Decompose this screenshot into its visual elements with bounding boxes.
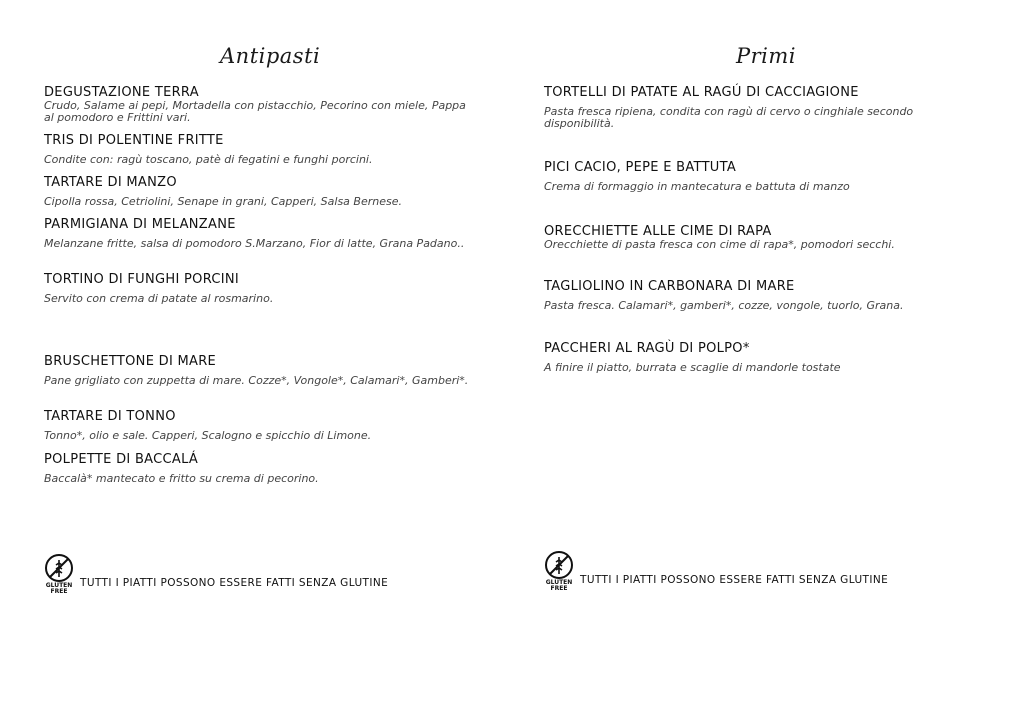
gluten-free-label-top: GLUTEN <box>45 582 73 589</box>
dish-name: TORTINO DI FUNGHI PORCINI <box>44 272 240 287</box>
dish-description: Melanzane fritte, salsa di pomodoro S.Marzano, Fior di latte, Grana Padano.. <box>44 237 465 250</box>
dish-name: TARTARE DI MANZO <box>44 175 177 190</box>
gluten-free-logo <box>544 550 574 592</box>
menu-item <box>544 224 974 251</box>
antipasti-title: Antipasti <box>220 44 321 68</box>
gluten-free-note <box>544 550 888 592</box>
primi-title: Primi <box>736 44 797 68</box>
dish-description: Servito con crema di patate al rosmarino. <box>44 292 274 305</box>
dish-description: Orecchiette di pasta fresca con cime di rapa*, pomodori secchi. <box>544 238 895 251</box>
dish-name: PACCHERI AL RAGÙ DI POLPO* <box>544 341 750 356</box>
menu-item <box>544 341 974 374</box>
dish-description: Pasta fresca. Calamari*, gamberi*, cozze, vongole, tuorlo, Grana. <box>544 299 904 312</box>
menu-item <box>44 217 474 250</box>
menu-item <box>544 160 974 193</box>
gluten-free-label-top: GLUTEN <box>545 579 573 586</box>
dish-description: Baccalà* mantecato e fritto su crema di pecorino. <box>44 472 319 485</box>
gluten-free-logo <box>44 553 74 595</box>
menu-item <box>44 133 474 166</box>
menu-item <box>44 85 474 124</box>
gluten-free-label-bottom: FREE <box>550 585 568 592</box>
dish-description: Pane grigliato con zuppetta di mare. Cozze*, Vongole*, Calamari*, Gamberi*. <box>44 374 469 387</box>
gluten-free-label-bottom: FREE <box>50 588 68 595</box>
menu-item <box>44 272 474 305</box>
dish-name: TRIS DI POLENTINE FRITTE <box>44 133 224 148</box>
menu-item <box>544 279 974 312</box>
menu-item <box>44 409 474 442</box>
dish-name: PARMIGIANA DI MELANZANE <box>44 217 236 232</box>
dish-description: Pasta fresca ripiena, condita con ragù di cervo o cinghiale secondo disponibilità. <box>544 105 914 130</box>
gluten-free-text: TUTTI I PIATTI POSSONO ESSERE FATTI SENZA GLUTINE <box>80 577 389 589</box>
dish-description: Condite con: ragù toscano, patè di fegatini e funghi porcini. <box>44 153 373 166</box>
menu-item <box>544 85 974 130</box>
dish-name: TORTELLI DI PATATE AL RAGÚ DI CACCIAGIONE <box>544 85 859 100</box>
dish-name: ORECCHIETTE ALLE CIME DI RAPA <box>544 224 772 239</box>
dish-name: PICI CACIO, PEPE E BATTUTA <box>544 160 737 175</box>
dish-name: BRUSCHETTONE DI MARE <box>44 354 217 369</box>
dish-description: Crema di formaggio in mantecatura e battuta di manzo <box>544 180 850 193</box>
gluten-free-icon <box>544 550 574 580</box>
dish-description: Tonno*, olio e sale. Capperi, Scalogno e spicchio di Limone. <box>44 429 372 442</box>
gluten-free-note <box>44 553 388 595</box>
dish-description: A finire il piatto, burrata e scaglie di mandorle tostate <box>544 361 841 374</box>
dish-name: TAGLIOLINO IN CARBONARA DI MARE <box>544 279 795 294</box>
dish-name: POLPETTE DI BACCALÁ <box>44 452 199 467</box>
gluten-free-icon <box>44 553 74 583</box>
dish-description: Cipolla rossa, Cetriolini, Senape in grani, Capperi, Salsa Bernese. <box>44 195 402 208</box>
dish-name: TARTARE DI TONNO <box>44 409 176 424</box>
gluten-free-text: TUTTI I PIATTI POSSONO ESSERE FATTI SENZA GLUTINE <box>580 574 889 586</box>
menu-item <box>44 175 474 208</box>
dish-description: Crudo, Salame ai pepi, Mortadella con pistacchio, Pecorino con miele, Pappa al pomodoro e Frittini vari. <box>44 99 466 124</box>
menu-item <box>44 354 474 387</box>
menu-item <box>44 452 474 485</box>
dish-name: DEGUSTAZIONE TERRA <box>44 85 199 100</box>
